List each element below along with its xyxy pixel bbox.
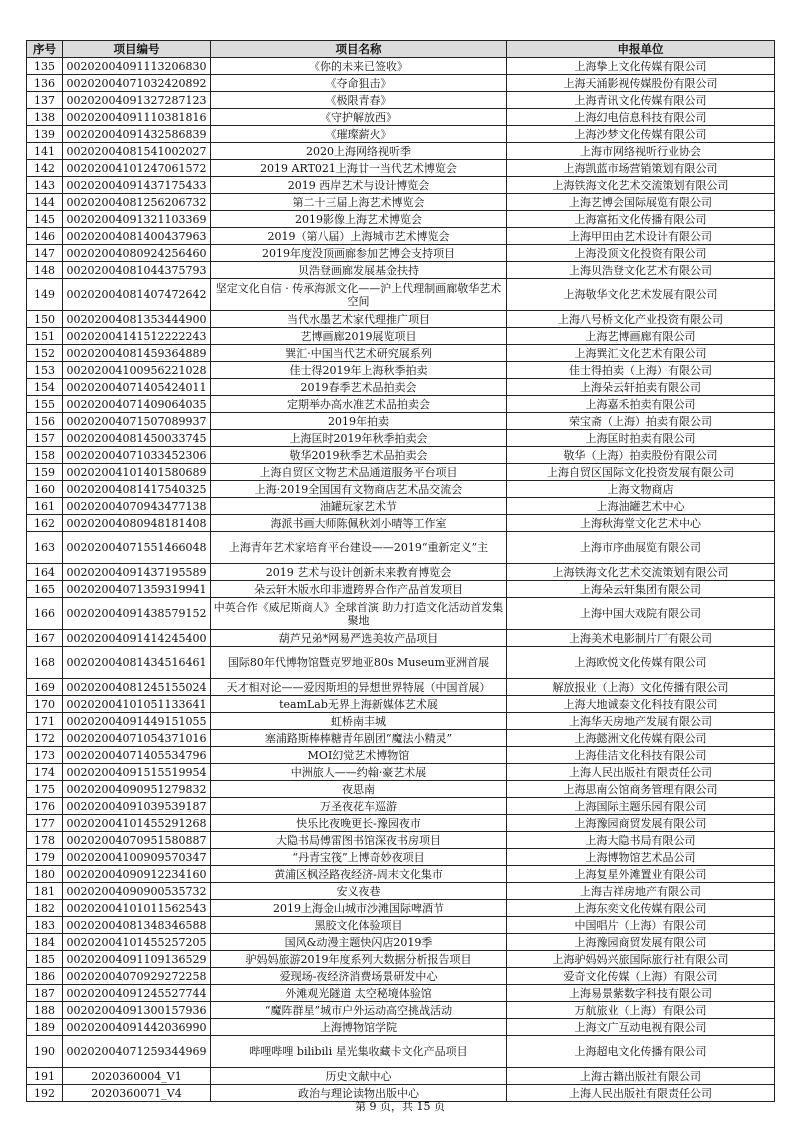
cell-project-code: 00202004081417540325 — [63, 481, 211, 498]
cell-serial: 136 — [27, 75, 63, 92]
cell-project-code: 00202004091300157936 — [63, 1002, 211, 1019]
cell-serial: 191 — [27, 1068, 63, 1085]
cell-project-name: 上海自贸区文物艺术品通道服务平台项目 — [211, 464, 507, 481]
cell-applicant: 上海巽汇文化艺术有限公司 — [507, 345, 775, 362]
cell-serial: 185 — [27, 951, 63, 968]
table-row — [27, 464, 775, 481]
cell-applicant: 上海敬华文化艺术发展有限公司 — [507, 279, 775, 311]
cell-serial: 153 — [27, 362, 63, 379]
table-row — [27, 798, 775, 815]
cell-applicant: 上海沙梦文化传媒有限公司 — [507, 126, 775, 143]
header-serial: 序号 — [27, 41, 63, 58]
cell-project-name: 天才相对论——爱因斯坦的异想世界特展（中国首展） — [211, 679, 507, 696]
cell-applicant: 上海青讯文化传媒有限公司 — [507, 92, 775, 109]
cell-serial: 160 — [27, 481, 63, 498]
cell-project-name: 上海博物馆学院 — [211, 1019, 507, 1036]
cell-project-name: MOI幻觉艺术博物馆 — [211, 747, 507, 764]
cell-project-code: 00202004081400437963 — [63, 228, 211, 245]
table-row — [27, 160, 775, 177]
cell-applicant: 上海自贸区国际文化投资发展有限公司 — [507, 464, 775, 481]
cell-project-code: 00202004091442036990 — [63, 1019, 211, 1036]
cell-applicant: 上海油罐艺术中心 — [507, 498, 775, 515]
cell-applicant: 上海天涌影视传媒股份有限公司 — [507, 75, 775, 92]
cell-project-code: 00202004080924256460 — [63, 245, 211, 262]
table-row — [27, 58, 775, 75]
cell-project-code: 00202004080948181408 — [63, 515, 211, 532]
cell-serial: 173 — [27, 747, 63, 764]
cell-project-code: 00202004090912234160 — [63, 866, 211, 883]
table-row — [27, 515, 775, 532]
cell-serial: 168 — [27, 647, 63, 679]
header-applicant: 申报单位 — [507, 41, 775, 58]
cell-applicant: 上海贝浩登文化艺术有限公司 — [507, 262, 775, 279]
table-row — [27, 228, 775, 245]
cell-serial: 182 — [27, 900, 63, 917]
cell-project-name: teamLab无界上海新媒体艺术展 — [211, 696, 507, 713]
cell-project-code: 00202004101247061572 — [63, 160, 211, 177]
cell-serial: 142 — [27, 160, 63, 177]
table-row — [27, 866, 775, 883]
cell-project-name: 万圣夜花车巡游 — [211, 798, 507, 815]
cell-project-code: 00202004101455257205 — [63, 934, 211, 951]
cell-serial: 162 — [27, 515, 63, 532]
cell-project-name: 哔哩哔哩 bilibili 星光集收藏卡文化产品项目 — [211, 1036, 507, 1068]
cell-serial: 164 — [27, 564, 63, 581]
cell-project-name: “魔阵群星”城市户外运动高空挑战活动 — [211, 1002, 507, 1019]
table-row — [27, 747, 775, 764]
cell-applicant: 上海八号桥文化产业投资有限公司 — [507, 311, 775, 328]
cell-project-code: 00202004070943477138 — [63, 498, 211, 515]
cell-serial: 186 — [27, 968, 63, 985]
page-footer: 第 9 页，共 15 页 — [355, 1100, 445, 1113]
cell-serial: 165 — [27, 581, 63, 598]
cell-applicant: 上海幻电信息科技有限公司 — [507, 109, 775, 126]
cell-applicant: 上海中国大戏院有限公司 — [507, 598, 775, 630]
table-row — [27, 126, 775, 143]
page — [26, 40, 774, 1102]
cell-project-code: 00202004081245155024 — [63, 679, 211, 696]
cell-project-name: 上海匡时2019年秋季拍卖会 — [211, 430, 507, 447]
cell-applicant: 上海人民出版社有限责任公司 — [507, 764, 775, 781]
cell-project-code: 00202004091438579152 — [63, 598, 211, 630]
cell-project-name: 中洲旅人——约翰·豪艺术展 — [211, 764, 507, 781]
cell-project-code: 00202004091449151055 — [63, 713, 211, 730]
table-row — [27, 1068, 775, 1085]
table-body — [27, 58, 775, 1102]
cell-project-name: 黑胶文化体验项目 — [211, 917, 507, 934]
cell-project-code: 00202004081459364889 — [63, 345, 211, 362]
cell-project-code: 00202004071259344969 — [63, 1036, 211, 1068]
cell-applicant: 上海艺博会国际展览有限公司 — [507, 194, 775, 211]
table-row — [27, 396, 775, 413]
cell-project-name: 夜思南 — [211, 781, 507, 798]
cell-serial: 187 — [27, 985, 63, 1002]
cell-serial: 154 — [27, 379, 63, 396]
cell-project-name: 上海·2019全国国有文物商店艺术品交流会 — [211, 481, 507, 498]
table-row — [27, 279, 775, 311]
cell-project-code: 00202004101401580689 — [63, 464, 211, 481]
table-row — [27, 143, 775, 160]
cell-applicant: 上海凯蓝市场营销策划有限公司 — [507, 160, 775, 177]
table-row — [27, 311, 775, 328]
cell-project-name: 黄浦区枫泾路夜经济-周末文化集市 — [211, 866, 507, 883]
cell-serial: 180 — [27, 866, 63, 883]
cell-project-code: 00202004091414245400 — [63, 630, 211, 647]
table-row — [27, 328, 775, 345]
cell-project-code: 00202004090951279832 — [63, 781, 211, 798]
cell-serial: 172 — [27, 730, 63, 747]
cell-serial: 171 — [27, 713, 63, 730]
header-project-name: 项目名称 — [211, 41, 507, 58]
table-row — [27, 532, 775, 564]
cell-project-name: 朵云轩木版水印非遗跨界合作产品首发项目 — [211, 581, 507, 598]
table-row — [27, 564, 775, 581]
cell-project-name: 《守护解放西》 — [211, 109, 507, 126]
cell-project-name: 第二十三届上海艺术博览会 — [211, 194, 507, 211]
table-header-row — [27, 41, 775, 58]
cell-project-name: 2019（第八届）上海城市艺术博览会 — [211, 228, 507, 245]
cell-project-name: 2019 艺术与设计创新未来教育博览会 — [211, 564, 507, 581]
table-row — [27, 696, 775, 713]
cell-serial: 163 — [27, 532, 63, 564]
cell-project-code: 00202004081353444900 — [63, 311, 211, 328]
cell-applicant: 上海文广互动电视有限公司 — [507, 1019, 775, 1036]
project-table — [26, 40, 775, 1102]
cell-project-code: 00202004090900535732 — [63, 883, 211, 900]
table-row — [27, 630, 775, 647]
cell-project-name: 坚定文化自信 · 传承海派文化——沪上代理制画廊敬华艺术空间 — [211, 279, 507, 311]
cell-project-code: 00202004071054371016 — [63, 730, 211, 747]
cell-serial: 158 — [27, 447, 63, 464]
cell-project-name: 2019上海金山城市沙滩国际啤酒节 — [211, 900, 507, 917]
cell-project-name: 葫芦兄弟*网易严选美妆产品项目 — [211, 630, 507, 647]
cell-serial: 141 — [27, 143, 63, 160]
cell-applicant: 上海艺博画廊有限公司 — [507, 328, 775, 345]
table-row — [27, 379, 775, 396]
table-row — [27, 498, 775, 515]
cell-applicant: 上海秋海堂文化艺术中心 — [507, 515, 775, 532]
cell-serial: 177 — [27, 815, 63, 832]
table-row — [27, 832, 775, 849]
cell-serial: 148 — [27, 262, 63, 279]
cell-project-name: 当代水墨艺术家代理推广项目 — [211, 311, 507, 328]
cell-applicant: 上海驴妈妈兴旅国际旅行社有限公司 — [507, 951, 775, 968]
cell-project-name: 政治与理论读物出版中心 — [211, 1085, 507, 1102]
cell-serial: 176 — [27, 798, 63, 815]
cell-project-name: 快乐比夜晚更长-豫园夜市 — [211, 815, 507, 832]
cell-applicant: 上海大地诚泰文化科技有限公司 — [507, 696, 775, 713]
cell-project-code: 00202004070951580887 — [63, 832, 211, 849]
cell-applicant: 上海嘉禾拍卖有限公司 — [507, 396, 775, 413]
cell-project-code: 00202004081450033745 — [63, 430, 211, 447]
cell-project-name: 国际80年代博物馆暨克罗地亚80s Museum亚洲首展 — [211, 647, 507, 679]
cell-serial: 184 — [27, 934, 63, 951]
cell-project-code: 00202004071551466048 — [63, 532, 211, 564]
table-row — [27, 951, 775, 968]
cell-project-name: 大隐书局傅雷图书馆深夜书房项目 — [211, 832, 507, 849]
cell-project-code: 00202004091039539187 — [63, 798, 211, 815]
table-row — [27, 934, 775, 951]
table-row — [27, 245, 775, 262]
table-row — [27, 345, 775, 362]
cell-applicant: 佳士得拍卖（上海）有限公司 — [507, 362, 775, 379]
cell-applicant: 上海佳洁文化科技有限公司 — [507, 747, 775, 764]
cell-project-code: 00202004081434516461 — [63, 647, 211, 679]
cell-serial: 143 — [27, 177, 63, 194]
cell-project-name: 油罐玩家艺术节 — [211, 498, 507, 515]
table-row — [27, 900, 775, 917]
cell-applicant: 上海铁海文化艺术交流策划有限公司 — [507, 177, 775, 194]
cell-serial: 146 — [27, 228, 63, 245]
header-project-code: 项目编号 — [63, 41, 211, 58]
cell-project-code: 00202004081407472642 — [63, 279, 211, 311]
table-row — [27, 109, 775, 126]
cell-project-code: 00202004071359319941 — [63, 581, 211, 598]
table-row — [27, 598, 775, 630]
cell-project-code: 00202004101011562543 — [63, 900, 211, 917]
cell-project-name: 贝浩登画廊发展基金扶持 — [211, 262, 507, 279]
cell-applicant: 上海朵云轩拍卖有限公司 — [507, 379, 775, 396]
cell-project-code: 00202004101455291268 — [63, 815, 211, 832]
cell-applicant: 上海没顶文化投资有限公司 — [507, 245, 775, 262]
cell-project-code: 00202004091110381816 — [63, 109, 211, 126]
cell-applicant: 上海古籍出版社有限公司 — [507, 1068, 775, 1085]
cell-serial: 157 — [27, 430, 63, 447]
cell-applicant: 上海铁海文化艺术交流策划有限公司 — [507, 564, 775, 581]
cell-applicant: 上海国际主题乐园有限公司 — [507, 798, 775, 815]
table-row — [27, 917, 775, 934]
cell-project-name: 上海青年艺术家培育平台建设——2019“重新定义”主 — [211, 532, 507, 564]
cell-serial: 166 — [27, 598, 63, 630]
cell-applicant: 上海朵云轩集团有限公司 — [507, 581, 775, 598]
cell-applicant: 解放报业（上海）文化传播有限公司 — [507, 679, 775, 696]
cell-project-code: 00202004070929272258 — [63, 968, 211, 985]
cell-project-name: 驴妈妈旅游2019年度系列大数据分析报告项目 — [211, 951, 507, 968]
table-row — [27, 413, 775, 430]
cell-serial: 189 — [27, 1019, 63, 1036]
cell-applicant: 敬华（上海）拍卖股份有限公司 — [507, 447, 775, 464]
cell-serial: 139 — [27, 126, 63, 143]
cell-serial: 137 — [27, 92, 63, 109]
cell-serial: 181 — [27, 883, 63, 900]
cell-project-name: 2019影像上海艺术博览会 — [211, 211, 507, 228]
cell-applicant: 爱奇文化传媒（上海）有限公司 — [507, 968, 775, 985]
cell-project-code: 00202004071405424011 — [63, 379, 211, 396]
cell-serial: 151 — [27, 328, 63, 345]
cell-applicant: 上海吉祥房地产有限公司 — [507, 883, 775, 900]
cell-project-code: 00202004100909570347 — [63, 849, 211, 866]
cell-applicant: 上海懿洲文化传媒有限公司 — [507, 730, 775, 747]
cell-applicant: 上海思南公馆商务管理有限公司 — [507, 781, 775, 798]
cell-project-code: 00202004091437195589 — [63, 564, 211, 581]
cell-serial: 135 — [27, 58, 63, 75]
cell-applicant: 上海美术电影制片厂有限公司 — [507, 630, 775, 647]
cell-applicant: 上海匡时拍卖有限公司 — [507, 430, 775, 447]
table-row — [27, 679, 775, 696]
table-row — [27, 447, 775, 464]
cell-applicant: 上海易景紫数字科技有限公司 — [507, 985, 775, 1002]
cell-project-code: 00202004101051133641 — [63, 696, 211, 713]
cell-project-name: 虹桥南丰城 — [211, 713, 507, 730]
cell-serial: 167 — [27, 630, 63, 647]
table-row — [27, 713, 775, 730]
cell-applicant: 万航旅业（上海）有限公司 — [507, 1002, 775, 1019]
cell-project-name: 2019年度没顶画廊参加艺博会支持项目 — [211, 245, 507, 262]
cell-serial: 183 — [27, 917, 63, 934]
cell-project-code: 00202004071405534796 — [63, 747, 211, 764]
cell-serial: 169 — [27, 679, 63, 696]
cell-serial: 152 — [27, 345, 63, 362]
cell-serial: 188 — [27, 1002, 63, 1019]
cell-applicant: 上海人民出版社有限责任公司 — [507, 1085, 775, 1102]
cell-project-name: 定期举办高水准艺术品拍卖会 — [211, 396, 507, 413]
table-row — [27, 430, 775, 447]
cell-serial: 175 — [27, 781, 63, 798]
cell-serial: 145 — [27, 211, 63, 228]
cell-project-code: 00202004071409064035 — [63, 396, 211, 413]
cell-serial: 155 — [27, 396, 63, 413]
cell-applicant: 荣宝斋（上海）拍卖有限公司 — [507, 413, 775, 430]
cell-serial: 170 — [27, 696, 63, 713]
cell-serial: 161 — [27, 498, 63, 515]
cell-serial: 174 — [27, 764, 63, 781]
cell-project-name: 海派书画大师陈佩秋刘小晴等工作室 — [211, 515, 507, 532]
table-row — [27, 194, 775, 211]
cell-project-name: 敬华2019秋季艺术品拍卖会 — [211, 447, 507, 464]
cell-serial: 147 — [27, 245, 63, 262]
cell-applicant: 上海东奕文化传媒有限公司 — [507, 900, 775, 917]
cell-project-code: 2020360071_V4 — [63, 1085, 211, 1102]
cell-applicant: 上海欧悦文化传媒有限公司 — [507, 647, 775, 679]
cell-project-name: 国风&动漫主题快闪店2019季 — [211, 934, 507, 951]
cell-project-code: 00202004071033452306 — [63, 447, 211, 464]
cell-project-name: 2019 西岸艺术与设计博览会 — [211, 177, 507, 194]
cell-applicant: 上海博物馆艺术品公司 — [507, 849, 775, 866]
cell-project-name: 历史文献中心 — [211, 1068, 507, 1085]
table-row — [27, 75, 775, 92]
table-row — [27, 481, 775, 498]
cell-project-name: 2020上海网络视听季 — [211, 143, 507, 160]
cell-applicant: 上海甲田由艺术设计有限公司 — [507, 228, 775, 245]
cell-project-code: 00202004081348346588 — [63, 917, 211, 934]
cell-serial: 190 — [27, 1036, 63, 1068]
cell-applicant: 上海挚上文化传媒有限公司 — [507, 58, 775, 75]
cell-serial: 159 — [27, 464, 63, 481]
cell-project-code: 00202004081256206732 — [63, 194, 211, 211]
table-row — [27, 1002, 775, 1019]
cell-serial: 138 — [27, 109, 63, 126]
table-row — [27, 647, 775, 679]
cell-project-code: 00202004100956221028 — [63, 362, 211, 379]
cell-project-name: 《夺命狙击》 — [211, 75, 507, 92]
table-row — [27, 815, 775, 832]
cell-project-code: 00202004091437175433 — [63, 177, 211, 194]
table-row — [27, 764, 775, 781]
cell-serial: 156 — [27, 413, 63, 430]
table-row — [27, 177, 775, 194]
cell-project-code: 00202004141512222243 — [63, 328, 211, 345]
cell-serial: 150 — [27, 311, 63, 328]
cell-project-name: 安义夜巷 — [211, 883, 507, 900]
cell-project-name: 塞浦路斯棒棒糖青年剧团“魔法小精灵” — [211, 730, 507, 747]
cell-project-code: 00202004081044375793 — [63, 262, 211, 279]
table-row — [27, 968, 775, 985]
cell-project-name: 2019春季艺术品拍卖会 — [211, 379, 507, 396]
table-row — [27, 849, 775, 866]
cell-serial: 144 — [27, 194, 63, 211]
table-row — [27, 883, 775, 900]
cell-applicant: 上海华天房地产发展有限公司 — [507, 713, 775, 730]
cell-project-name: 爱现场-夜经济消费场景研发中心 — [211, 968, 507, 985]
cell-applicant: 上海复星外滩置业有限公司 — [507, 866, 775, 883]
cell-project-code: 00202004081541002027 — [63, 143, 211, 160]
table-row — [27, 1019, 775, 1036]
cell-applicant: 上海文物商店 — [507, 481, 775, 498]
cell-applicant: 中国唱片（上海）有限公司 — [507, 917, 775, 934]
cell-project-code: 00202004091109136529 — [63, 951, 211, 968]
cell-project-code: 2020360004_V1 — [63, 1068, 211, 1085]
cell-project-name: 《你的未来已签收》 — [211, 58, 507, 75]
table-row — [27, 985, 775, 1002]
table-row — [27, 781, 775, 798]
cell-project-name: 艺博画廊2019展览项目 — [211, 328, 507, 345]
cell-project-code: 00202004071032420892 — [63, 75, 211, 92]
cell-project-name: 外滩观光隧道 太空秘境体验馆 — [211, 985, 507, 1002]
cell-applicant: 上海超电文化传播有限公司 — [507, 1036, 775, 1068]
cell-project-code: 00202004091321103369 — [63, 211, 211, 228]
cell-project-name: 《璀璨薪火》 — [211, 126, 507, 143]
table-row — [27, 211, 775, 228]
cell-serial: 149 — [27, 279, 63, 311]
cell-project-name: “丹青宝筏”上博奇妙夜项目 — [211, 849, 507, 866]
cell-project-code: 00202004091432586839 — [63, 126, 211, 143]
table-row — [27, 1036, 775, 1068]
cell-project-name: 《极限青春》 — [211, 92, 507, 109]
table-row — [27, 730, 775, 747]
table-row — [27, 92, 775, 109]
cell-serial: 192 — [27, 1085, 63, 1102]
cell-project-code: 00202004091327287123 — [63, 92, 211, 109]
cell-serial: 178 — [27, 832, 63, 849]
cell-applicant: 上海富拓文化传播有限公司 — [507, 211, 775, 228]
cell-serial: 179 — [27, 849, 63, 866]
cell-project-code: 00202004091245527744 — [63, 985, 211, 1002]
cell-applicant: 上海大隐书局有限公司 — [507, 832, 775, 849]
table-row — [27, 362, 775, 379]
cell-project-name: 2019 ART021上海廿一当代艺术博览会 — [211, 160, 507, 177]
cell-applicant: 上海豫园商贸发展有限公司 — [507, 934, 775, 951]
cell-project-code: 00202004091113206830 — [63, 58, 211, 75]
cell-project-name: 巽汇·中国当代艺术研究展系列 — [211, 345, 507, 362]
cell-applicant: 上海豫园商贸发展有限公司 — [507, 815, 775, 832]
cell-project-code: 00202004071507089937 — [63, 413, 211, 430]
cell-applicant: 上海市序曲展览有限公司 — [507, 532, 775, 564]
cell-project-name: 中英合作《威尼斯商人》全球首演 助力打造文化活动首发集聚地 — [211, 598, 507, 630]
table-row — [27, 262, 775, 279]
cell-project-name: 佳士得2019年上海秋季拍卖 — [211, 362, 507, 379]
cell-project-code: 00202004091515519954 — [63, 764, 211, 781]
table-row — [27, 581, 775, 598]
cell-applicant: 上海市网络视听行业协会 — [507, 143, 775, 160]
cell-project-name: 2019年拍卖 — [211, 413, 507, 430]
